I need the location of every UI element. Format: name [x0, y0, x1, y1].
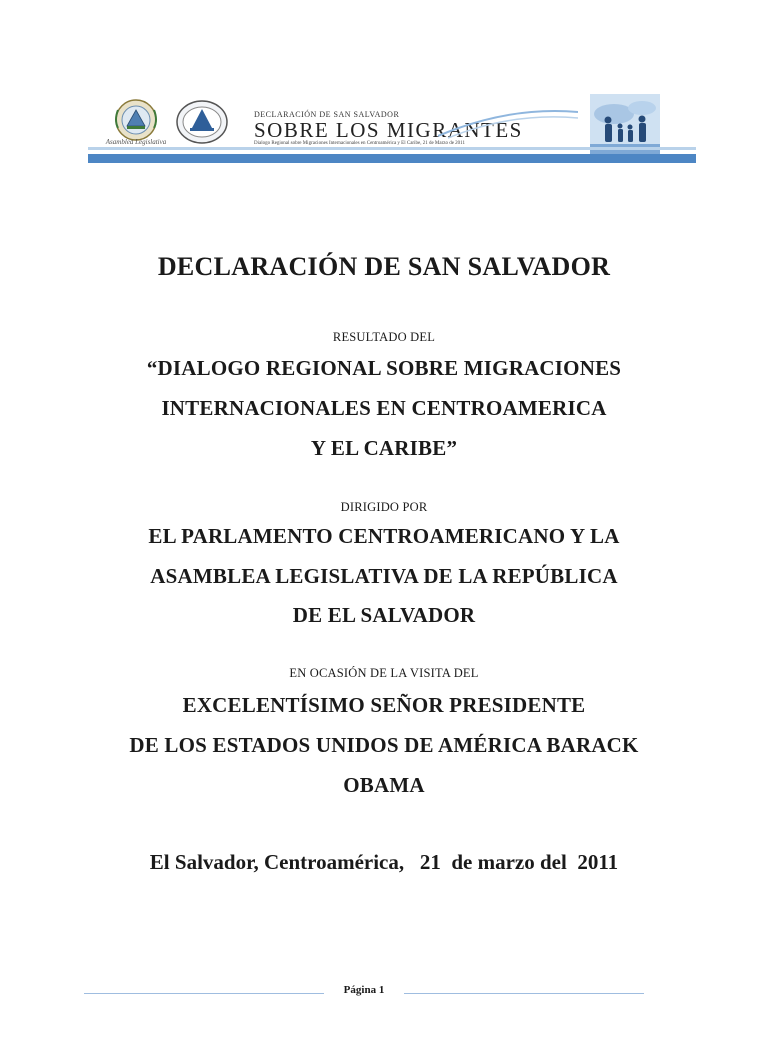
presidente-line-3: OBAMA — [343, 773, 425, 797]
wave-decoration-icon — [438, 102, 578, 142]
presidente-line-2: DE LOS ESTADOS UNIDOS DE AMÉRICA BARACK — [129, 733, 639, 757]
resultado-label: RESULTADO DEL — [332, 330, 436, 344]
dialogo-line-1: “DIALOGO REGIONAL SOBRE MIGRACIONES — [146, 356, 622, 380]
ocasion-label: EN OCASIÓN DE LA VISITA DEL — [289, 666, 479, 680]
seal-caption: Asamblea Legislativa — [105, 138, 167, 146]
dialogo-line-2: INTERNACIONALES EN CENTROAMERICA — [161, 396, 607, 420]
page-number: Página 1 — [343, 984, 385, 996]
el-salvador-coat-of-arms-icon — [110, 98, 162, 142]
footer-rule-left — [84, 993, 324, 994]
dirigido-label: DIRIGIDO POR — [340, 500, 428, 514]
header-small-line: DECLARACIÓN DE SAN SALVADOR — [254, 110, 400, 119]
page-footer — [84, 984, 644, 1004]
header-thick-band — [88, 154, 696, 163]
presidente-line-1: EXCELENTÍSIMO SEÑOR PRESIDENTE — [182, 693, 586, 717]
header-banner — [88, 92, 696, 172]
parlacen-emblem-icon — [174, 98, 230, 146]
header-thin-band — [88, 147, 696, 150]
organizadores-line-3: DE EL SALVADOR — [292, 603, 476, 627]
organizadores-line-2: ASAMBLEA LEGISLATIVA DE LA REPÚBLICA — [150, 564, 618, 588]
date-line: El Salvador, Centroamérica, 21 de marzo del 2011 — [149, 850, 619, 874]
document-title: DECLARACIÓN DE SAN SALVADOR — [157, 252, 611, 281]
organizadores-line-1: EL PARLAMENTO CENTROAMERICANO Y LA — [148, 524, 620, 548]
header-big-line: SOBRE LOS MIGRANTES — [254, 118, 523, 142]
dialogo-line-3: Y EL CARIBE” — [310, 436, 458, 460]
header-tiny-line: Dialogo Regional sobre Migraciones Internacionales en Centroamérica y El Caribe, 21 de Marzo de 2011 — [254, 141, 465, 146]
footer-rule-right — [404, 993, 644, 994]
